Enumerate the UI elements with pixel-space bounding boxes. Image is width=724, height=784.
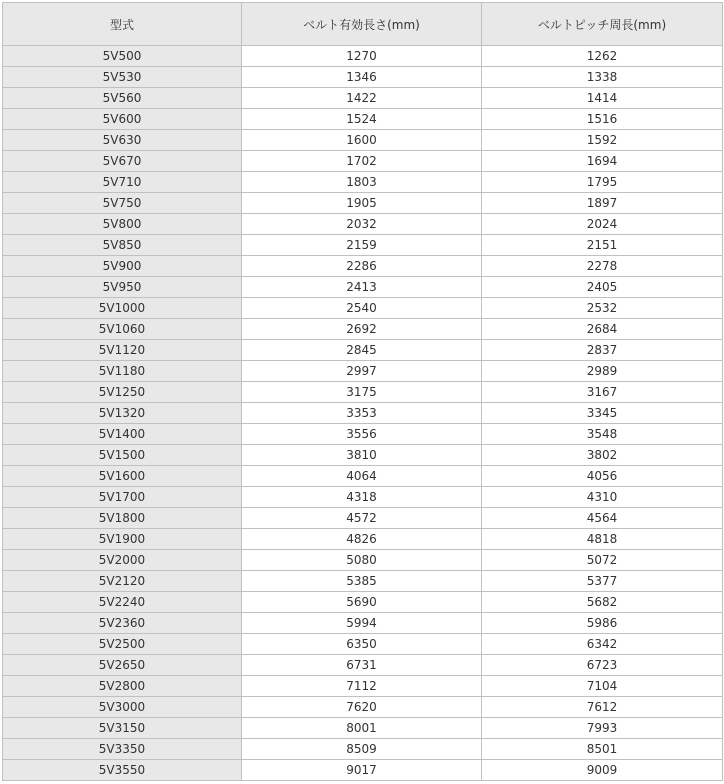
table-row (3, 130, 723, 151)
pitch-length-cell: 9009 (482, 760, 723, 781)
effective-length-cell: 4826 (242, 529, 482, 550)
pitch-length-cell: 4310 (482, 487, 723, 508)
pitch-length-cell: 7104 (482, 676, 723, 697)
pitch-length-cell: 4564 (482, 508, 723, 529)
table-row (3, 466, 723, 487)
effective-length-cell: 5994 (242, 613, 482, 634)
pitch-length-cell: 5377 (482, 571, 723, 592)
effective-length-cell: 1524 (242, 109, 482, 130)
model-cell: 5V1180 (3, 361, 242, 382)
pitch-length-cell: 2405 (482, 277, 723, 298)
effective-length-cell: 2032 (242, 214, 482, 235)
model-cell: 5V950 (3, 277, 242, 298)
pitch-length-cell: 4056 (482, 466, 723, 487)
table-row (3, 403, 723, 424)
table-row (3, 487, 723, 508)
model-cell: 5V2000 (3, 550, 242, 571)
table-row (3, 151, 723, 172)
effective-length-cell: 5690 (242, 592, 482, 613)
effective-length-cell: 2997 (242, 361, 482, 382)
model-cell: 5V1250 (3, 382, 242, 403)
effective-length-cell: 3353 (242, 403, 482, 424)
pitch-length-cell: 1262 (482, 46, 723, 67)
pitch-length-cell: 2278 (482, 256, 723, 277)
model-cell: 5V530 (3, 67, 242, 88)
model-cell: 5V630 (3, 130, 242, 151)
pitch-length-cell: 1338 (482, 67, 723, 88)
model-cell: 5V1700 (3, 487, 242, 508)
model-cell: 5V1800 (3, 508, 242, 529)
table-row (3, 193, 723, 214)
table-row (3, 298, 723, 319)
table-row (3, 697, 723, 718)
effective-length-cell: 5385 (242, 571, 482, 592)
effective-length-cell: 2692 (242, 319, 482, 340)
table-row (3, 529, 723, 550)
pitch-length-cell: 6342 (482, 634, 723, 655)
effective-length-cell: 8509 (242, 739, 482, 760)
table-row (3, 88, 723, 109)
effective-length-cell: 7620 (242, 697, 482, 718)
effective-length-cell: 3810 (242, 445, 482, 466)
effective-length-cell: 8001 (242, 718, 482, 739)
model-cell: 5V2650 (3, 655, 242, 676)
model-cell: 5V1600 (3, 466, 242, 487)
pitch-length-cell: 5072 (482, 550, 723, 571)
pitch-length-cell: 2684 (482, 319, 723, 340)
pitch-length-cell: 2024 (482, 214, 723, 235)
model-cell: 5V3000 (3, 697, 242, 718)
effective-length-cell: 1346 (242, 67, 482, 88)
pitch-length-cell: 4818 (482, 529, 723, 550)
table-row (3, 172, 723, 193)
model-cell: 5V1000 (3, 298, 242, 319)
effective-length-cell: 2286 (242, 256, 482, 277)
table-row (3, 613, 723, 634)
pitch-length-cell: 7993 (482, 718, 723, 739)
pitch-length-cell: 1414 (482, 88, 723, 109)
pitch-length-cell: 1592 (482, 130, 723, 151)
pitch-length-cell: 5682 (482, 592, 723, 613)
model-cell: 5V1320 (3, 403, 242, 424)
table-row (3, 592, 723, 613)
table-row (3, 319, 723, 340)
model-cell: 5V560 (3, 88, 242, 109)
table-row (3, 46, 723, 67)
effective-length-cell: 4318 (242, 487, 482, 508)
model-cell: 5V1400 (3, 424, 242, 445)
pitch-length-cell: 2989 (482, 361, 723, 382)
model-cell: 5V800 (3, 214, 242, 235)
table-row (3, 655, 723, 676)
model-cell: 5V3550 (3, 760, 242, 781)
table-row (3, 445, 723, 466)
table-row (3, 634, 723, 655)
pitch-length-cell: 5986 (482, 613, 723, 634)
pitch-length-cell: 1694 (482, 151, 723, 172)
pitch-length-cell: 7612 (482, 697, 723, 718)
effective-length-cell: 6731 (242, 655, 482, 676)
model-cell: 5V3150 (3, 718, 242, 739)
effective-length-cell: 7112 (242, 676, 482, 697)
effective-length-cell: 3175 (242, 382, 482, 403)
effective-length-cell: 5080 (242, 550, 482, 571)
table-header (3, 3, 723, 46)
model-cell: 5V1500 (3, 445, 242, 466)
belt-spec-table (2, 2, 723, 781)
effective-length-cell: 2540 (242, 298, 482, 319)
model-cell: 5V2360 (3, 613, 242, 634)
pitch-length-cell: 8501 (482, 739, 723, 760)
model-cell: 5V1060 (3, 319, 242, 340)
model-cell: 5V900 (3, 256, 242, 277)
effective-length-cell: 1270 (242, 46, 482, 67)
effective-length-cell: 2413 (242, 277, 482, 298)
pitch-length-cell: 1897 (482, 193, 723, 214)
pitch-length-cell: 1795 (482, 172, 723, 193)
model-cell: 5V2240 (3, 592, 242, 613)
effective-length-cell: 2159 (242, 235, 482, 256)
pitch-length-cell: 2151 (482, 235, 723, 256)
pitch-length-cell: 1516 (482, 109, 723, 130)
table-row (3, 340, 723, 361)
effective-length-cell: 1905 (242, 193, 482, 214)
effective-length-cell: 1600 (242, 130, 482, 151)
model-cell: 5V670 (3, 151, 242, 172)
model-cell: 5V500 (3, 46, 242, 67)
table-row (3, 361, 723, 382)
effective-length-cell: 4064 (242, 466, 482, 487)
pitch-length-cell: 6723 (482, 655, 723, 676)
header-pitch-length: ベルトピッチ周長(mm) (482, 3, 723, 46)
model-cell: 5V2800 (3, 676, 242, 697)
model-cell: 5V3350 (3, 739, 242, 760)
pitch-length-cell: 3548 (482, 424, 723, 445)
effective-length-cell: 3556 (242, 424, 482, 445)
table-row (3, 739, 723, 760)
model-cell: 5V850 (3, 235, 242, 256)
table-row (3, 676, 723, 697)
table-row (3, 508, 723, 529)
model-cell: 5V2120 (3, 571, 242, 592)
table-row (3, 424, 723, 445)
effective-length-cell: 1422 (242, 88, 482, 109)
pitch-length-cell: 3802 (482, 445, 723, 466)
header-model: 型式 (3, 3, 242, 46)
table-row (3, 256, 723, 277)
pitch-length-cell: 3345 (482, 403, 723, 424)
table-row (3, 550, 723, 571)
header-row (3, 3, 723, 46)
pitch-length-cell: 3167 (482, 382, 723, 403)
effective-length-cell: 4572 (242, 508, 482, 529)
table-row (3, 235, 723, 256)
model-cell: 5V710 (3, 172, 242, 193)
table-row (3, 718, 723, 739)
header-effective-length: ベルト有効長さ(mm) (242, 3, 482, 46)
table-body (3, 46, 723, 781)
model-cell: 5V2500 (3, 634, 242, 655)
effective-length-cell: 9017 (242, 760, 482, 781)
effective-length-cell: 1803 (242, 172, 482, 193)
effective-length-cell: 1702 (242, 151, 482, 172)
model-cell: 5V750 (3, 193, 242, 214)
effective-length-cell: 2845 (242, 340, 482, 361)
model-cell: 5V1120 (3, 340, 242, 361)
table-row (3, 760, 723, 781)
table-row (3, 109, 723, 130)
effective-length-cell: 6350 (242, 634, 482, 655)
table-row (3, 214, 723, 235)
model-cell: 5V1900 (3, 529, 242, 550)
pitch-length-cell: 2532 (482, 298, 723, 319)
table-row (3, 67, 723, 88)
table-row (3, 277, 723, 298)
table-row (3, 571, 723, 592)
pitch-length-cell: 2837 (482, 340, 723, 361)
model-cell: 5V600 (3, 109, 242, 130)
table-row (3, 382, 723, 403)
